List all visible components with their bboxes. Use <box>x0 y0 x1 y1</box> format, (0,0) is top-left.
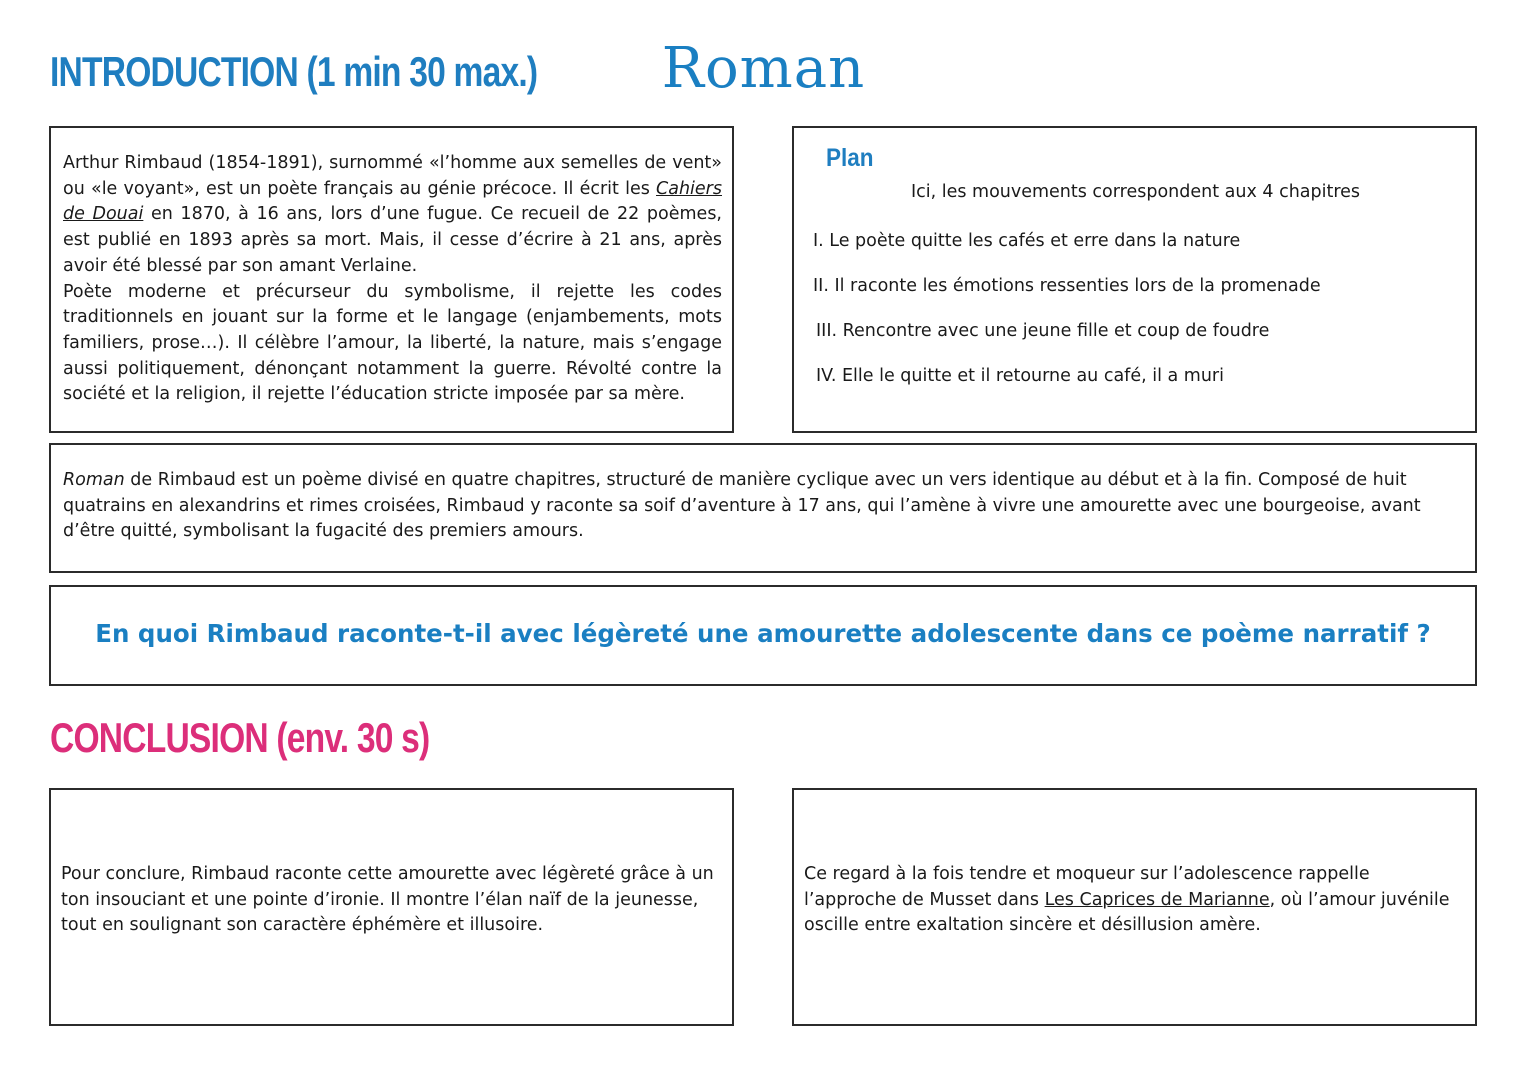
page-title: Roman <box>661 36 866 101</box>
biography-paragraph-2: Poète moderne et précurseur du symbolisme, il rejette les codes traditionnels en jouant sur la forme et le langage (enjambements, mots familiers, prose…). Il célèbre l’amour, la liberté, la nature, mais s’engage aussi politiquement, dénonçant notamment la guerre. Révolté contre la société et la religion, il rejette l’éducation stricte imposée par sa mère. <box>63 281 722 405</box>
biography-text-start: Arthur Rimbaud (1854-1891), surnommé «l’homme aux semelles de vent» ou «le voyant», est un poète français au génie précoce. Il écrit les <box>63 153 722 199</box>
work-title-cahiers-de-douai: Cahiers de Douai <box>63 178 722 225</box>
problematique-question: En quoi Rimbaud raconte-t-il avec légèreté une amourette adolescente dans ce poème narratif ? <box>95 619 1431 648</box>
introduction-heading: INTRODUCTION (1 min 30 max.) <box>50 48 538 95</box>
plan-item-4: IV. Elle le quitte et il retourne au café, il a muri <box>816 366 1224 386</box>
plan-subtitle: Ici, les mouvements correspondent aux 4 chapitres <box>910 182 1361 202</box>
conclusion-opening-end: , où l’amour juvénile oscille entre exaltation sincère et désillusion amère. <box>804 889 1450 936</box>
conclusion-opening-text <box>804 862 1467 939</box>
plan-item-2: II. Il raconte les émotions ressenties lors de la promenade <box>813 276 1321 296</box>
conclusion-right-box <box>792 788 1477 1026</box>
biography-box <box>49 126 734 433</box>
plan-item-3: III. Rencontre avec une jeune fille et coup de foudre <box>816 321 1270 341</box>
summary-work-title: Roman <box>63 470 125 490</box>
biography-paragraph-1 <box>63 151 722 280</box>
summary-text: de Rimbaud est un poème divisé en quatre chapitres, structuré de manière cyclique avec un vers identique au début et à la fin. Composé de huit quatrains en alexandrins et rimes croisées, Rimbaud y raconte sa soif d’aventure à 17 ans, qui l’amène à vivre une amourette avec une bourgeoise, avant d’être quitté, symbolisant la fugacité des premiers amours. <box>63 470 1421 542</box>
plan-box <box>792 126 1477 433</box>
summary-box <box>49 443 1477 573</box>
conclusion-heading: CONCLUSION (env. 30 s) <box>50 714 430 761</box>
plan-label: Plan <box>826 144 874 172</box>
conclusion-summary-text: Pour conclure, Rimbaud raconte cette amourette avec légèreté grâce à un ton insouciant et une pointe d’ironie. Il montre l’élan naïf de la jeunesse, tout en soulignant son caractère éphémère et illusoire. <box>61 864 714 936</box>
summary-paragraph <box>63 468 1463 545</box>
biography-text-end: en 1870, à 16 ans, lors d’une fugue. Ce recueil de 22 poèmes, est publié en 1893 après sa mort. Mais, il cesse d’écrire à 21 ans, après avoir été blessé par son amant Verlaine. <box>63 204 722 276</box>
problematique-box <box>49 585 1477 686</box>
plan-item-1: I. Le poète quitte les cafés et erre dans la nature <box>813 231 1241 251</box>
conclusion-left-box <box>49 788 734 1026</box>
conclusion-opening-start: Ce regard à la fois tendre et moqueur sur l’adolescence rappelle l’approche de Musset dans <box>804 864 1370 910</box>
work-title-caprices-de-marianne: Les Caprices de Marianne <box>1044 889 1270 910</box>
